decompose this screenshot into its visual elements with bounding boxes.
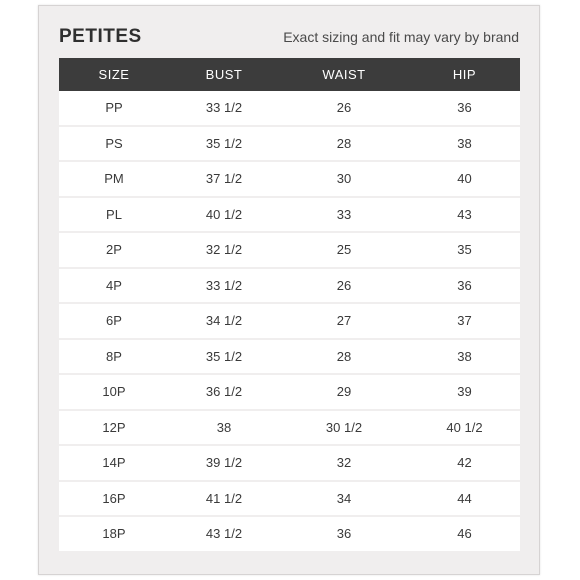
card-header — [59, 22, 519, 52]
waist-cell: 26 — [279, 91, 409, 126]
table-row — [59, 481, 520, 517]
hip-cell: 38 — [409, 339, 520, 375]
bust-cell: 40 1/2 — [169, 197, 279, 233]
hip-cell: 36 — [409, 91, 520, 126]
size-cell: 8P — [59, 339, 169, 375]
table-row — [59, 339, 520, 375]
hip-cell: 35 — [409, 232, 520, 268]
table-row — [59, 445, 520, 481]
waist-cell: 36 — [279, 516, 409, 551]
bust-cell: 39 1/2 — [169, 445, 279, 481]
size-cell: PL — [59, 197, 169, 233]
table-row — [59, 91, 520, 126]
size-cell: 2P — [59, 232, 169, 268]
table-row — [59, 374, 520, 410]
waist-cell: 33 — [279, 197, 409, 233]
bust-cell: 38 — [169, 410, 279, 446]
waist-cell: 28 — [279, 339, 409, 375]
size-chart-card — [38, 5, 540, 575]
hip-cell: 38 — [409, 126, 520, 162]
size-cell: 4P — [59, 268, 169, 304]
size-cell: PS — [59, 126, 169, 162]
bust-cell: 43 1/2 — [169, 516, 279, 551]
table-row — [59, 516, 520, 551]
waist-cell: 32 — [279, 445, 409, 481]
waist-cell: 27 — [279, 303, 409, 339]
bust-cell: 32 1/2 — [169, 232, 279, 268]
waist-cell: 30 1/2 — [279, 410, 409, 446]
table-body — [59, 91, 520, 551]
table-row — [59, 126, 520, 162]
column-header-hip: HIP — [409, 58, 520, 91]
size-cell: 6P — [59, 303, 169, 339]
hip-cell: 39 — [409, 374, 520, 410]
table-row — [59, 161, 520, 197]
table-row — [59, 197, 520, 233]
header-row — [59, 58, 520, 91]
table-row — [59, 410, 520, 446]
size-cell: 14P — [59, 445, 169, 481]
hip-cell: 42 — [409, 445, 520, 481]
column-header-size: SIZE — [59, 58, 169, 91]
size-cell: 16P — [59, 481, 169, 517]
waist-cell: 30 — [279, 161, 409, 197]
bust-cell: 35 1/2 — [169, 339, 279, 375]
column-header-waist: WAIST — [279, 58, 409, 91]
bust-cell: 35 1/2 — [169, 126, 279, 162]
column-header-bust: BUST — [169, 58, 279, 91]
bust-cell: 41 1/2 — [169, 481, 279, 517]
bust-cell: 33 1/2 — [169, 268, 279, 304]
table-header — [59, 58, 520, 91]
hip-cell: 37 — [409, 303, 520, 339]
size-cell: PP — [59, 91, 169, 126]
hip-cell: 36 — [409, 268, 520, 304]
waist-cell: 25 — [279, 232, 409, 268]
hip-cell: 44 — [409, 481, 520, 517]
hip-cell: 43 — [409, 197, 520, 233]
table-row — [59, 268, 520, 304]
bust-cell: 34 1/2 — [169, 303, 279, 339]
chart-title: PETITES — [59, 26, 142, 47]
hip-cell: 40 — [409, 161, 520, 197]
size-cell: 18P — [59, 516, 169, 551]
table-row — [59, 303, 520, 339]
bust-cell: 36 1/2 — [169, 374, 279, 410]
bust-cell: 37 1/2 — [169, 161, 279, 197]
size-table — [59, 58, 520, 551]
size-cell: 10P — [59, 374, 169, 410]
waist-cell: 29 — [279, 374, 409, 410]
hip-cell: 40 1/2 — [409, 410, 520, 446]
table-row — [59, 232, 520, 268]
sizing-note: Exact sizing and fit may vary by brand — [283, 29, 519, 45]
hip-cell: 46 — [409, 516, 520, 551]
waist-cell: 34 — [279, 481, 409, 517]
waist-cell: 28 — [279, 126, 409, 162]
size-cell: 12P — [59, 410, 169, 446]
waist-cell: 26 — [279, 268, 409, 304]
bust-cell: 33 1/2 — [169, 91, 279, 126]
size-cell: PM — [59, 161, 169, 197]
